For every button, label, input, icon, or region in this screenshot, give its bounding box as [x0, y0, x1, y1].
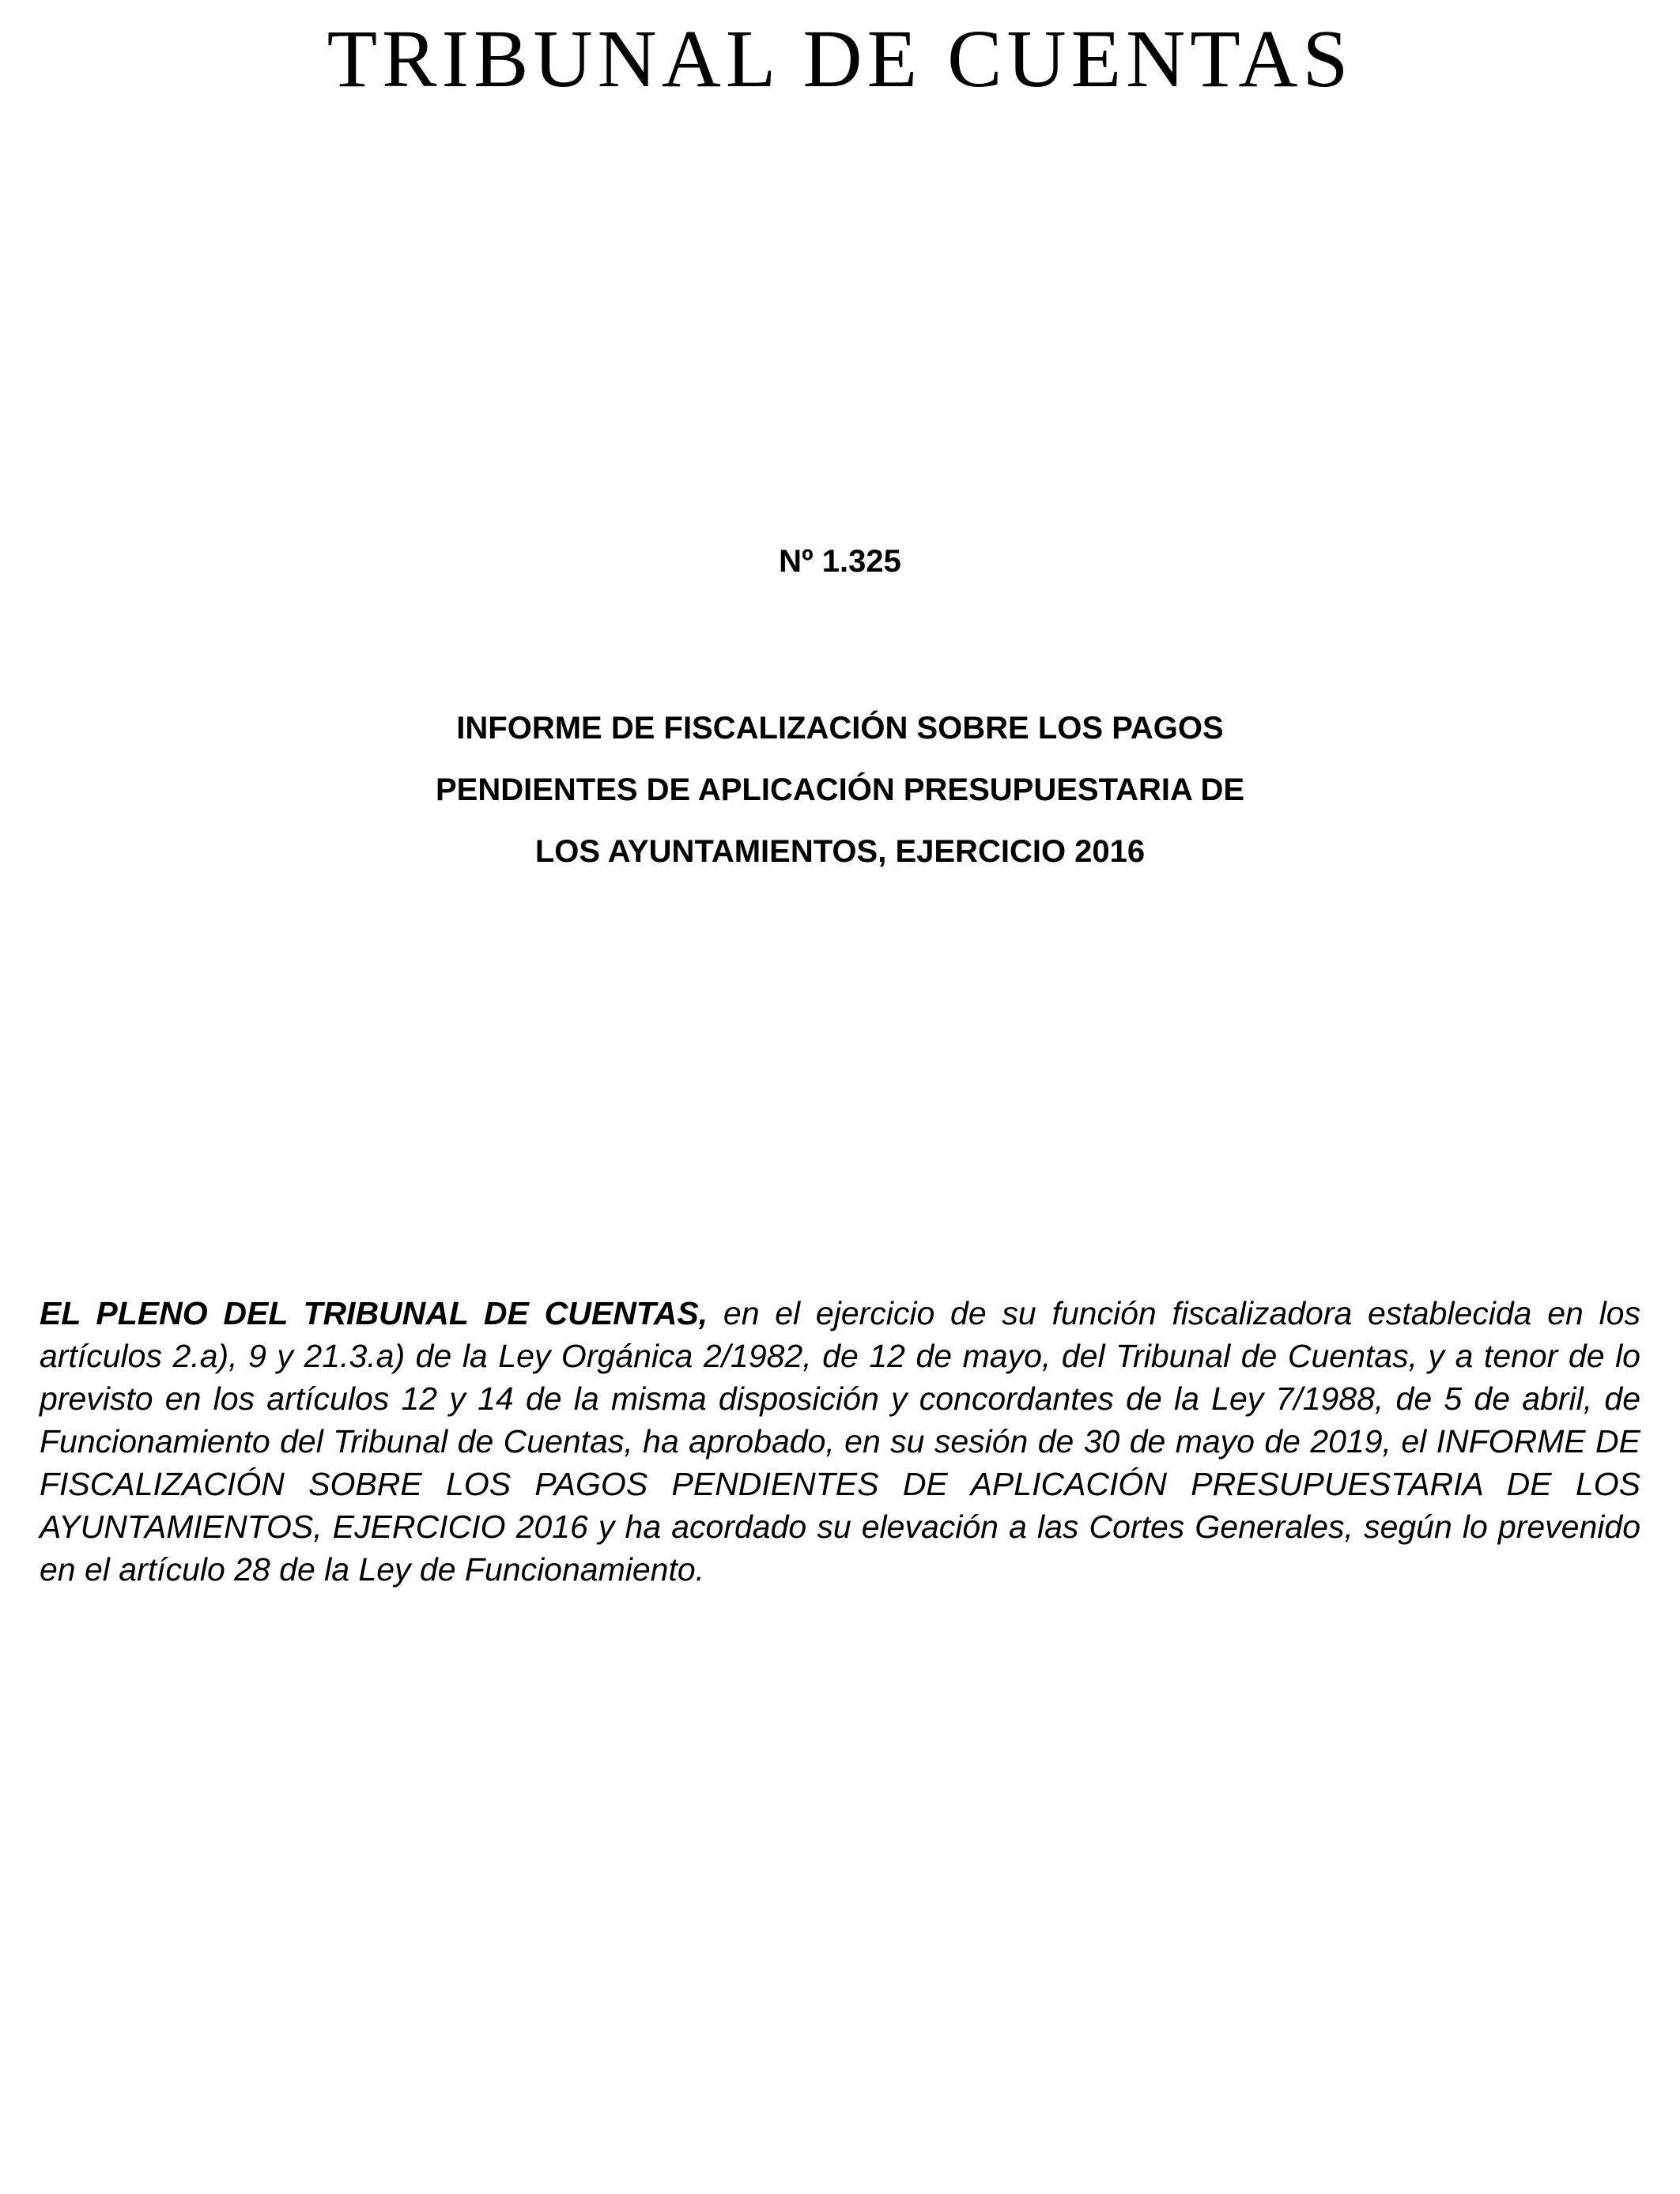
report-number: Nº 1.325: [779, 544, 901, 579]
body-paragraph: [40, 1292, 1640, 1591]
report-title-line: PENDIENTES DE APLICACIÓN PRESUPUESTARIA DE: [435, 772, 1245, 807]
report-title: [0, 697, 1680, 882]
report-title-line: INFORME DE FISCALIZACIÓN SOBRE LOS PAGOS: [456, 711, 1224, 746]
body-lead: EL PLENO DEL TRIBUNAL DE CUENTAS,: [40, 1295, 708, 1331]
institution-header: TRIBUNAL DE CUENTAS: [327, 13, 1353, 104]
report-title-line: LOS AYUNTAMIENTOS, EJERCICIO 2016: [534, 834, 1146, 869]
body-text: en el ejercicio de su función fiscalizadora establecida en los artículos 2.a), 9 y 21.3.a) de la Ley Orgánica 2/1982, de 12 de mayo, del Tribunal de Cuentas, y a tenor de lo previsto en los artículos 12 y 14 de la misma disposición y concordantes de la Ley 7/1988, de 5 de abril, de Funcionamiento del Tribunal de Cuentas, ha aprobado, en su sesión de 30 de mayo de 2019, el INFORME DE FISCALIZACIÓN SOBRE LOS PAGOS PENDIENTES DE APLICACIÓN PRESUPUESTARIA DE LOS AYUNTAMIENTOS, EJERCICIO 2016 y ha acordado su elevación a las Cortes Generales, según lo prevenido en el artículo 28 de la Ley de Funcionamiento.: [40, 1295, 1640, 1588]
